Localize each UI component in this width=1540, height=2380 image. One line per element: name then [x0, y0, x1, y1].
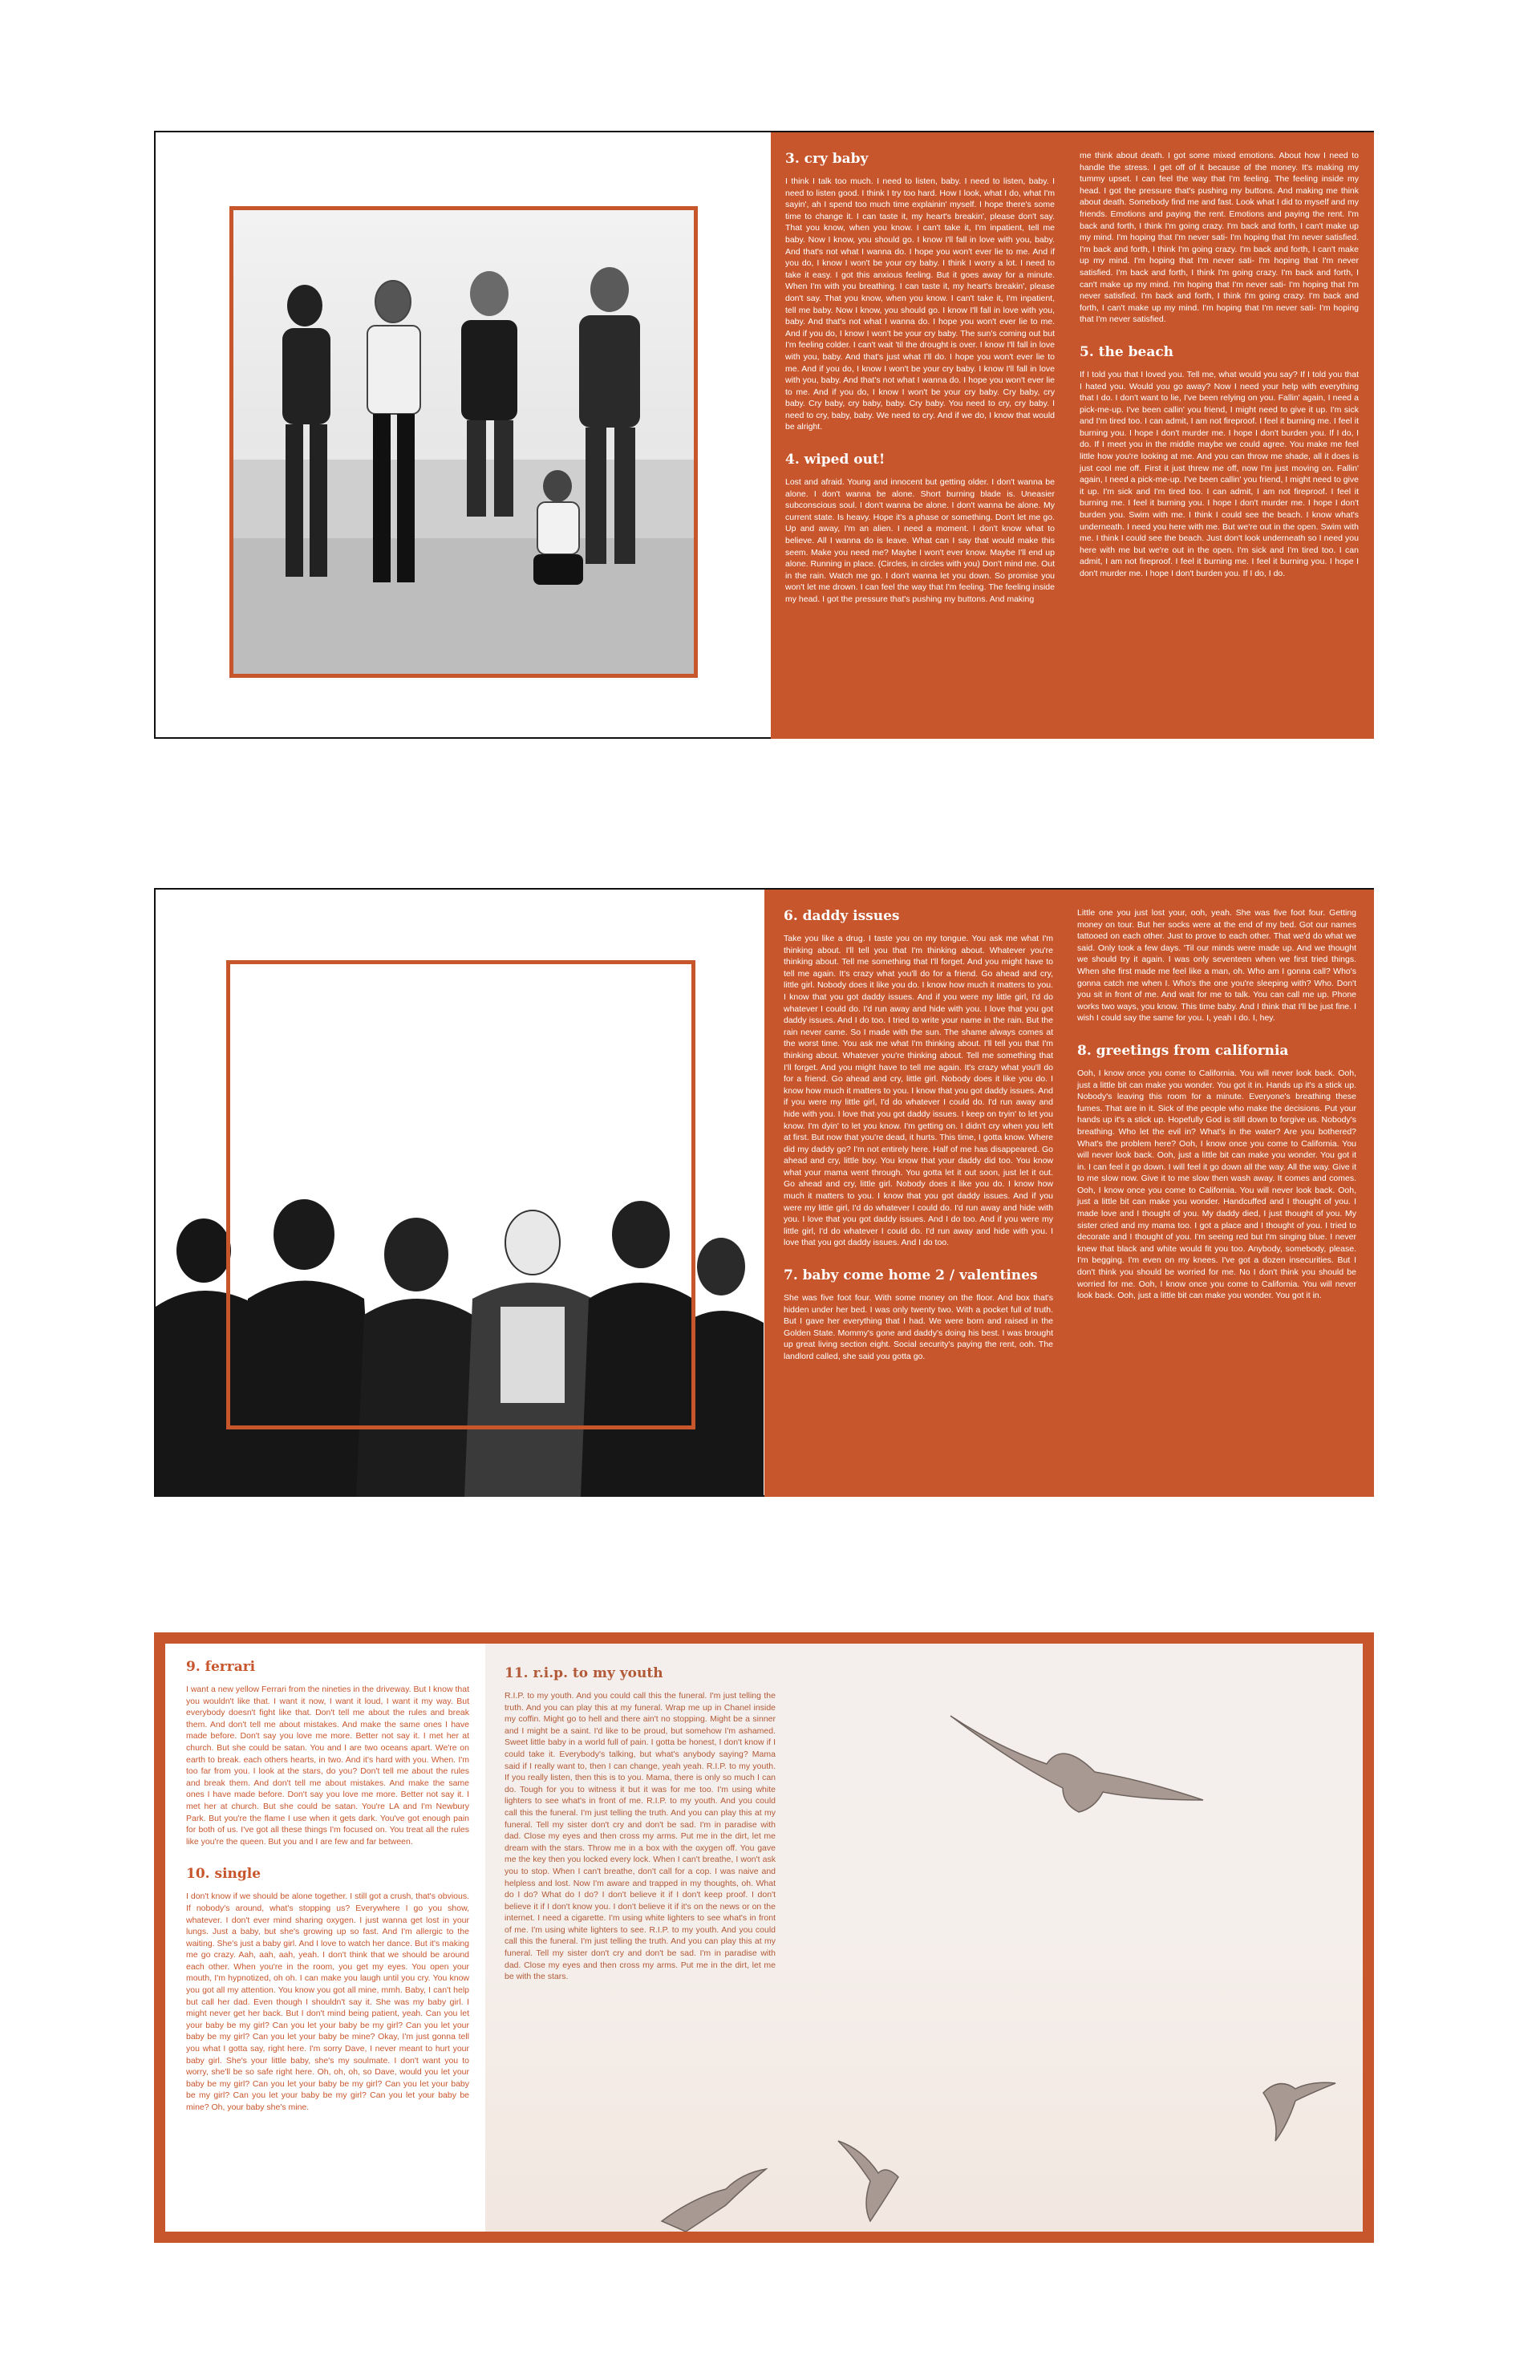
song-lyrics: Take you like a drug. I taste you on my tongue. You ask me what I'm thinking about. I'll tell you that I'm thinking about. Whatever you're thinking about. Tell me something that I'll forget. And you might have to tell me again. It's crazy what you'll do for a friend. Go ahead and cry, little girl. Nobody does it like you do. I know how much it matters to you. I know that you got daddy issues. And if you were my little girl, I'd do whatever I could do. I'd run away and hide with you. I love that you got daddy issues. And I do too. I tried to write your name in the rain. But the rain never came. So I made with the sun. The shame always comes at the worst time. You ask me what I'm thinking about. I'll tell you that I'm thinking about. Whatever you're thinking about. Tell me something that I'll forget. And you might have to tell me again. It's crazy what you'll do for a friend. Go ahead and cry, little girl. Nobody does it like you do. I know how much it matters to you. I know that you got daddy issues. And if you were my little girl, I'd do whatever I could do. I'd run away and hide with you. I love that you got daddy issues. I keep on tryin' to let you know. I'm dyin' to let you know. I'm getting on. I didn't cry when you left at first. But now that you're dead, it hurts. This time, I gotta know. Where did my daddy go? I'm not entirely here. Half of me has disappeared. Go ahead and cry, little boy. You know that your daddy did too. You know what your mama went through. You gotta let it out soon, just let it out. Go ahead and cry, little girl. Nobody does it like you do. I know how much it matters to you. I know that you got daddy issues. And if you were my little girl, I'd do whatever I could do. I'd run away and hide with you. I love that you got daddy issues. And I do too. And if you were my little girl, I'd do whatever I could do. I'd run away and hide with you. I love that you got daddy issues. And I do too.	[784, 934, 1053, 1248]
lyrics-column	[186, 1658, 469, 2114]
spread-page-1	[154, 131, 1374, 739]
lyrics-panel	[771, 132, 1374, 739]
lyrics-panel	[165, 1644, 485, 2232]
song-lyrics: Lost and afraid. Young and innocent but getting older. I don't wanna be alone. I don't wanna be alone. Short burning blade is. Uneasier subconscious soul. I don't wanna be alone. I don't wanna be alone. My current state. Is heavy. Hope it's a phase or something. Don't let me go. Up and away, I'm an alien. I need a moment. I don't know what to believe. All I wanna do is leave. What can I say that would make this seem. Make you need me? Maybe I won't ever know. Maybe I'll end up alone. Running in place. (Circles, in circles with you) Don't mind me. Out in the rain. Watch me go. I don't wanna let you down. So promise you won't let me drown. I can feel the way that I'm feeling. The feeling inside my head. I got the pressure that's pushing my buttons. And making	[785, 477, 1055, 604]
song-lyrics: She was five foot four. With some money on the floor. And box that's hidden under her bed. I was only twenty two. With a pocket full of truth. But I gave her everything that I had. We were born and raised in the Golden State. Mommy's gone and daddy's doing his best. I was brought up great living section eight. Social security's paying the rent, ooh. The landlord called, she said you gotta go.	[784, 1293, 1053, 1361]
lyrics-column	[505, 1664, 776, 1983]
song-lyrics: Ooh, I know once you come to California. You will never look back. Ooh, just a little bit can make you wonder. You got it in. Hands up it's a stick up. Nobody's leaving this room for a minute. Everyone's breathing these fumes. That are in it. Sick of the people who make the decisions. Put your hands up it's a stick up. Hopefully God is still down to forgive us. Nobody's breathing. Who let the evil in? What's in the water? Are you bothered? What's the problem here? Ooh, I know once you come to California. You will never look back. Ooh, just a little bit can make you wonder. You got it in. I can feel it go down. I will feel it go down all the way. All the way. Give it to me slow now. Give it to me slow then wash away. It comes and comes. Ooh, I know once you come to California. You will never look back. Ooh, just a little bit can make you wonder. Handcuffed and I thought of you. I made love and I thought of you. My daddy died, I just thought of you. My sister cried and my mama too. I got a place and I thought of you. I tried to decorate and I thought of you. I'm seeing red but I'm singing blue. I never knew that black and white would fit you too. Anybody, somebody, please. I'm begging. I'm even on my knees. I've got a dozen insecurities. But I don't think you should be worried for me. No I don't think you should be worried for me. Ooh, I know once you come to California. You will never look back. Ooh, just a little bit can make you wonder. You got it in.	[1077, 1068, 1356, 1301]
song-lyrics: Little one you just lost your, ooh, yeah. She was five foot four. Getting money on tour. But her socks were at the end of my bed. Got our names tattooed on each other. Just to prove to each other. That we'd do what we said. Only took a few days. 'Til our minds were made up. And we thought we should try it again. I was only seventeen when we first tried things. When she first made me feel like a man, oh. Who am I gonna call? Who's gonna catch me when I. Who's the one you're sleeping with? Who. Don't you sit in front of me. And wait for me to talk. You can call me up. Phone works two ways, you know. This time baby. And I think that I'll be just fine. I wish I could say the same for you. I, yeah I do. I, hey.	[1077, 908, 1356, 1024]
song-lyrics: I think I talk too much. I need to listen, baby. I need to listen, baby. I need to listen good. I think I try too hard. How I look, what I do, what I'm sayin', ah I spend too much time explainin' myself. I hope there's some time to change it. I can taste it, my heart's breakin', please don't say. That you know, when you know. I can't take it, I'm inpatient, tell me baby. Now I know, you should go. I know I'll fall in love with you, baby. And that's not what I wanna do. I hope you won't ever lie to me. And if you do, I know I won't be your cry baby. I think I worry a lot. I need to take it easy. I got this anxious feeling. But it goes away for a minute. When I'm with you breathing. I can taste it, my heart's breakin', please don't say. That you know, when you know. I can't take it, I'm inpatient, tell me baby. Now I know, you should go. I know I'll fall in love with you, baby. And that's not what I wanna do. I hope you won't ever lie to me. And if you do, I know I won't be your cry baby. The sun's coming out but I'm feeling colder. I can't wait 'til the drought is over. I know I'll fall in love with you, baby. And that's just what I'll do. I hope you won't ever lie to me. And if you do, I know I won't be your cry baby. I know I'll fall in love with you, baby. And that's not what I wanna do. I hope you won't ever lie to me. And if you do, I know I won't be your cry baby. Cry baby, cry baby. Cry baby, cry baby, baby. Cry baby. You need to cry, cry baby. I need to cry, baby, baby. We need to cry. And if we do, I know that would be alright.	[785, 176, 1055, 432]
lyrics-column-left	[784, 907, 1053, 1363]
song-title: 11. r.i.p. to my youth	[505, 1665, 663, 1681]
song-title: 10. single	[186, 1866, 261, 1883]
song-title: 3. cry baby	[785, 151, 869, 167]
lyrics-column-left	[785, 150, 1055, 606]
song-lyrics: I want a new yellow Ferrari from the nineties in the driveway. But I know that you wouldn't like that. I want it now, I want it loud, I want it my way. But everybody doesn't fight like that. Don't tell me about the rules and break them. And don't tell me about mistakes. And make the same ones I have made before. Don't say you love me more. Better not say it. I met her at church. But she could be satan. You and I are two oceans apart. We're on earth to break. each others hearts, in two. And it's hard with you. When. I'm too far from you. I look at the stars, do you? Don't tell me about the rules and break them. And don't tell me about mistakes. And make the same ones I have made before. Don't say you love me more. Better not say it. I met her at church. But she could be satan. You're LA and I'm Newbury Park. But you're the flame I use when it gets dark. You've got enough pain for both of us. I've got all these things I'm focused on. You treat all the rules like you're the queen. But you and I are few and far between.	[186, 1685, 469, 1847]
spread-page-2	[154, 888, 1374, 1497]
song-title: 6. daddy issues	[784, 908, 900, 924]
photo-frame	[229, 206, 698, 678]
song-title: 7. baby come home 2 / valentines	[784, 1267, 1038, 1284]
song-lyrics: I don't know if we should be alone together. I still got a crush, that's obvious. If nobody's around, what's stopping us? Everywhere I go you show, whatever. I don't ever mind sharing oxygen. I just wanna get lost in your lungs. Just a baby, but she's growing up so fast. And I'm allergic to the waiting. She's just a baby girl. And I love to watch her dance. But it's making me go crazy. Aah, aah, aah, yeah. I don't think that we should be around each other. When you're in the room, you get my eyes. You open your mouth, I'm hypnotized, oh oh. I can make you laugh until you cry. You know you got all my attention. You know you got all mine, mmh. Baby, I can't help but call her dad. Even though I shouldn't say it. She was my baby girl. I might never get her back. But I don't mind being patient, yeah. Can you let your baby be my girl? Can you let your baby be my girl? Can you let your baby be my girl? Can you let your baby be mine? Okay, I'm just gonna tell you what I gotta say, right here. I'm sorry Dave, I never meant to hurt your baby girl. She's your little baby, she's my soulmate. I don't want you to worry, she'll be so safe right here. Oh, oh, oh, so Dave, would you let your baby be my girl? Can you let your baby be my girl? Can you let your baby be my girl? Can you let your baby be my girl? Can you let your baby be mine? Oh, your baby she's mine.	[186, 1891, 469, 2112]
song-title: 5. the beach	[1080, 343, 1174, 360]
photo-frame	[226, 960, 695, 1429]
song-title: 9. ferrari	[186, 1659, 256, 1675]
song-lyrics: R.I.P. to my youth. And you could call this the funeral. I'm just telling the truth. And you can play this at my funeral. Wrap me up in Chanel inside my coffin. Might go to hell and there ain't no stopping. Might be a sinner and I might be a saint. I'd like to be proud, but somehow I'm ashamed. Sweet little baby in a world full of pain. I gotta be honest, I don't know if I could take it. Everybody's talking, but what's anybody saying? Mama said if I really want to, then I can change, yeah yeah. R.I.P. to my youth. If you really listen, then this is to you. Mama, there is only so much I can do. Tough for you to witness it but it was for me too. I'm using white lighters to see what's in front of me. R.I.P. to my youth. And you could call this the funeral. I'm just telling the truth. And you can play this at my funeral. Tell my sister don't cry and don't be sad. I'm in paradise with dad. Close my eyes and then cross my arms. Put me in the dirt, let me dream with the stars. Throw me in a box with the oxygen off. You gave me the key then you locked every lock. When I can't breathe, I won't ask you to stop. When I can't breathe, don't call for a cop. I was naive and helpless and lost. Now I'm aware and trapped in my thoughts, oh. What do I do? What do I do? I don't believe it if I don't keep proof. I don't believe it if I don't know you. I don't believe it if it's on the news or on the internet. I need a cigarette. I'm using white lighters to see what's in front of me. I'm using white lighters to see. R.I.P. to my youth. And you could call this the funeral. I'm just telling the truth. And you can play this at my funeral. Tell my sister don't cry and don't be sad. I'm in paradise with dad. Close my eyes and then cross my arms. Put me in the dirt, let me be with the stars.	[505, 1691, 776, 1982]
lyrics-column-right	[1080, 150, 1359, 580]
song-lyrics: If I told you that I loved you. Tell me, what would you say? If I told you that I hated you. Would you go away? Now I need your help with everything that I do. I don't want to lie, I've been relying on you. Fallin' again, I need a pick-me-up. I've been callin' you friend, I might need to give it up. I'm sick and I'm tired too. I can admit, I am not fireproof. I feel it burning me. I feel it burning you. I hope I don't murder me. I hope I don't burden you. If I do, I do. If I meet you in the middle maybe we could agree. You make me feel little how you're looking at me. And you can throw me shade, all it does is just cool me off. First it just threw me off, now I'm just moving on. Fallin' again, I need a pick-me-up. I've been callin' you friend, I might need to give it up. I'm sick and I'm tired too. I can admit, I am not fireproof. I feel it burning me. I feel it burning you. I hope I don't murder me. I hope I don't burden you. Swim with me. I think I could see the beach. I know what's underneath. I need you here with me. But we're out in the open. Swim with me. I think I could see the beach. Just don't look underneath so I need you here with me but we're out in the open. I'm sick and I'm tired too. I can admit, I am not fireproof. I feel it burning me. I feel it burning you. I hope I don't murder me. I hope I don't burden you. If I do, I do.	[1080, 369, 1359, 578]
lyrics-column-right	[1077, 907, 1356, 1302]
song-title: 4. wiped out!	[785, 452, 886, 468]
seagull-photo-panel	[485, 1644, 1363, 2232]
song-lyrics: me think about death. I got some mixed emotions. About how I need to handle the stress. I get off of it because of the money. It's making my tummy upset. I can feel the way that I'm feeling. The feeling inside my head. I got the pressure that's pushing my buttons. And making me think about death. Somebody find me and fast. Look what I did to myself and my friends. Emotions and paying the rent. Emotions and paying the rent. I'm back and forth, I think I'm going crazy. I'm back and forth, I can't make up my mind. I'm hoping that I'm never sati- I'm hoping that I'm never satisfied. I'm back and forth, I think I'm going crazy. I'm back and forth, I can't make up my mind. I'm hoping that I'm never sati- I'm hoping that I'm never satisfied. I'm back and forth, I think I'm going crazy. I'm back and forth, I can't make up my mind. I'm hoping that I'm never sati- I'm hoping that I'm never satisfied. I'm back and forth, I think I'm going crazy. I'm back and forth, I can't make up my mind. I'm hoping that I'm never sati- I'm hoping that I'm never satisfied.	[1080, 151, 1359, 325]
lyrics-panel	[764, 890, 1374, 1497]
spread-page-3	[154, 1632, 1374, 2243]
song-title: 8. greetings from california	[1077, 1042, 1289, 1059]
